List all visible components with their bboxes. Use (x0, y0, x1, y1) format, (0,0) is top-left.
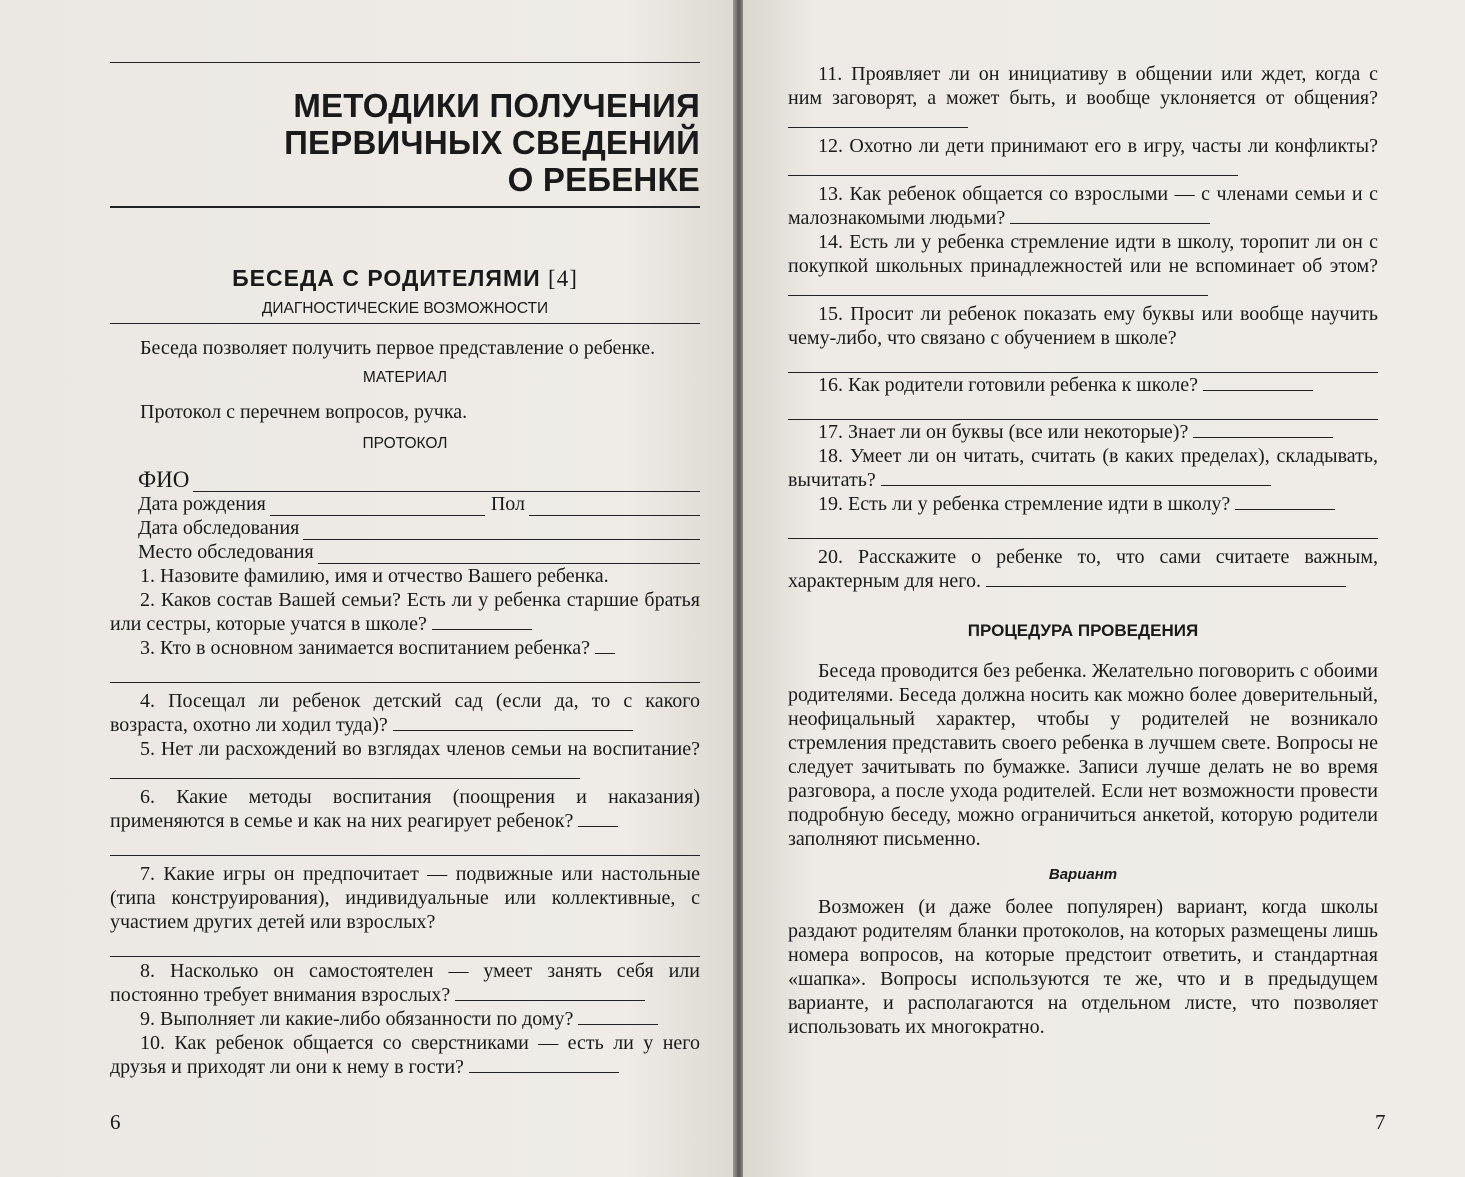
birth-line[interactable] (270, 497, 485, 516)
fio-line[interactable] (193, 473, 700, 492)
question-8 (110, 959, 700, 1007)
question-11 (788, 62, 1378, 134)
exam-date-line[interactable] (303, 521, 700, 540)
fio-label: ФИО (138, 467, 190, 492)
question-20-text: 20. Расскажите о ребенке то, что сами считаете важным, характерным для него. (788, 546, 1378, 592)
question-8-text: 8. Насколько он самостоятелен — умеет занять себя или постоянно требует внимания взрослых? (110, 960, 700, 1006)
title-line-2: ПЕРВИЧНЫХ СВЕДЕНИЙ (284, 124, 700, 161)
question-7: 7. Какие игры он предпочитает — подвижные или настольные (типа конструирования), индивидуальные или коллективные, с участием других детей или взрослых? (110, 863, 700, 933)
answer-line-14[interactable] (788, 279, 1208, 296)
question-2-text: 2. Каков состав Вашей семьи? Есть ли у ребенка старшие братья или сестры, которые учатся в школе? (110, 589, 700, 635)
birth-field (110, 492, 700, 516)
answer-line-15[interactable] (788, 350, 1378, 373)
question-19-text: 19. Есть ли у ребенка стремление идти в школу? (818, 493, 1231, 515)
top-rule (110, 62, 700, 63)
question-16-text: 16. Как родители готовили ребенка к школе? (818, 374, 1198, 396)
question-14 (788, 230, 1378, 302)
answer-line-9[interactable] (578, 1008, 658, 1025)
answer-line-16b[interactable] (788, 397, 1378, 420)
question-18 (788, 444, 1378, 492)
section-ref: [4] (548, 266, 578, 291)
page-number-left: 6 (110, 1110, 121, 1134)
answer-line-3b[interactable] (110, 660, 700, 683)
question-5 (110, 737, 700, 785)
answer-line-7[interactable] (110, 934, 700, 957)
question-11-text: 11. Проявляет ли он инициативу в общении или ждет, когда с ним заговорят, а может быть, и вообще уклоняется от общения? (788, 63, 1378, 109)
material-text: Протокол с перечнем вопросов, ручка. (140, 401, 468, 423)
left-column (110, 62, 700, 1079)
question-9-text: 9. Выполняет ли какие-либо обязанности по дому? (140, 1008, 574, 1030)
exam-date-field (110, 516, 700, 540)
fio-field (110, 468, 700, 492)
question-18-text: 18. Умеет ли он читать, считать (в каких пределах), складывать, вычитать? (788, 445, 1378, 491)
material-heading: МАТЕРИАЛ (362, 369, 448, 386)
question-6 (110, 785, 700, 833)
question-10-text: 10. Как ребенок общается со сверстниками — есть ли у него друзья и приходят ли они к нему в гости? (110, 1032, 700, 1078)
title-line-3: О РЕБЕНКЕ (507, 161, 700, 198)
birth-label: Дата рождения (138, 493, 266, 515)
answer-line-2[interactable] (432, 613, 532, 630)
question-12 (788, 134, 1378, 182)
section-title-text: БЕСЕДА С РОДИТЕЛЯМИ (232, 265, 541, 291)
answer-line-8[interactable] (455, 984, 645, 1001)
question-20 (788, 545, 1378, 593)
question-2 (110, 588, 700, 636)
question-4-text: 4. Посещал ли ребенок детский сад (если да, то с какого возраста, охотно ли ходил туда)? (110, 690, 700, 736)
answer-line-4[interactable] (393, 714, 633, 731)
variant-heading: Вариант (1048, 866, 1118, 883)
question-3 (110, 636, 700, 660)
answer-line-13[interactable] (1010, 207, 1210, 224)
procedure-heading: ПРОЦЕДУРА ПРОВЕДЕНИЯ (967, 621, 1199, 640)
answer-line-6[interactable] (578, 810, 618, 827)
answer-line-5[interactable] (110, 762, 580, 779)
sex-label: Пол (490, 493, 526, 515)
section-title (110, 266, 700, 291)
question-10 (110, 1031, 700, 1079)
answer-line-12[interactable] (788, 159, 1238, 176)
protocol-heading: ПРОТОКОЛ (362, 435, 448, 452)
question-12-text: 12. Охотно ли дети принимают его в игру, часты ли конфликты? (818, 135, 1378, 157)
question-19 (788, 492, 1378, 516)
right-page (743, 0, 1465, 1177)
variant-text: Возможен (и даже более популярен) вариант, когда школы раздают родителям бланки протоколов, на которых размещены лишь номера вопросов, на которые предстоит ответить, и стандартная «шапка». Вопросы используются те же, что и в предыдущем варианте, и располагаются на отдельном листе, что позволяет использовать их многократно. (788, 896, 1378, 1038)
question-17-text: 17. Знает ли он буквы (все или некоторые)? (818, 421, 1189, 443)
question-3-text: 3. Кто в основном занимается воспитанием ребенка? (140, 637, 590, 659)
question-6-text: 6. Какие методы воспитания (поощрения и наказания) применяются в семье и как на них реагирует ребенок? (110, 786, 700, 832)
exam-date-label: Дата обследования (138, 517, 300, 539)
title-line-1: МЕТОДИКИ ПОЛУЧЕНИЯ (293, 87, 700, 124)
diag-text: Беседа позволяет получить первое представление о ребенке. (140, 337, 656, 359)
answer-line-6b[interactable] (110, 833, 700, 856)
question-17 (788, 420, 1378, 444)
question-14-text: 14. Есть ли у ребенка стремление идти в школу, торопит ли он с покупкой школьных принадлежностей или не вспоминает об этом? (788, 231, 1378, 277)
question-13-text: 13. Как ребенок общается со взрослыми — с членами семьи и с малознакомыми людьми? (788, 183, 1378, 229)
page-number-right: 7 (1375, 1110, 1386, 1134)
question-9 (110, 1007, 700, 1031)
answer-line-3[interactable] (595, 637, 615, 654)
answer-line-11[interactable] (788, 111, 968, 128)
exam-place-field (110, 540, 700, 564)
diag-heading: ДИАГНОСТИЧЕСКИЕ ВОЗМОЖНОСТИ (110, 297, 700, 324)
answer-line-20[interactable] (986, 570, 1346, 587)
answer-line-19b[interactable] (788, 516, 1378, 539)
question-15: 15. Просит ли ребенок показать ему буквы или вообще научить чему-либо, что связано с обучением в школе? (788, 303, 1378, 349)
right-column (788, 62, 1378, 1039)
sex-line[interactable] (529, 497, 700, 516)
exam-place-label: Место обследования (138, 541, 314, 563)
answer-line-10[interactable] (469, 1056, 619, 1073)
question-1: 1. Назовите фамилию, имя и отчество Вашего ребенка. (140, 565, 609, 587)
answer-line-18[interactable] (881, 469, 1271, 486)
question-5-text: 5. Нет ли расхождений во взглядах членов семьи на воспитание? (140, 738, 700, 760)
answer-line-17[interactable] (1193, 421, 1333, 438)
question-16 (788, 373, 1378, 397)
title-rule (110, 206, 700, 208)
procedure-text: Беседа проводится без ребенка. Желательно поговорить с обоими родителями. Беседа должна носить как можно более доверительный, неофицальный характер, чтобы у родителей не возникало стремления представить своего ребенка в лучшем свете. Вопросы не следует зачитывать по бумажке. Записи лучше делать не во время разговора, а после ухода родителей. Если нет возможности провести подробную беседу, можно ограничиться анкетой, которую родители заполняют письменно. (788, 660, 1378, 850)
answer-line-16[interactable] (1203, 374, 1313, 391)
chapter-title (110, 87, 700, 198)
question-4 (110, 689, 700, 737)
question-13 (788, 182, 1378, 230)
exam-place-line[interactable] (318, 545, 700, 564)
answer-line-19[interactable] (1235, 493, 1335, 510)
